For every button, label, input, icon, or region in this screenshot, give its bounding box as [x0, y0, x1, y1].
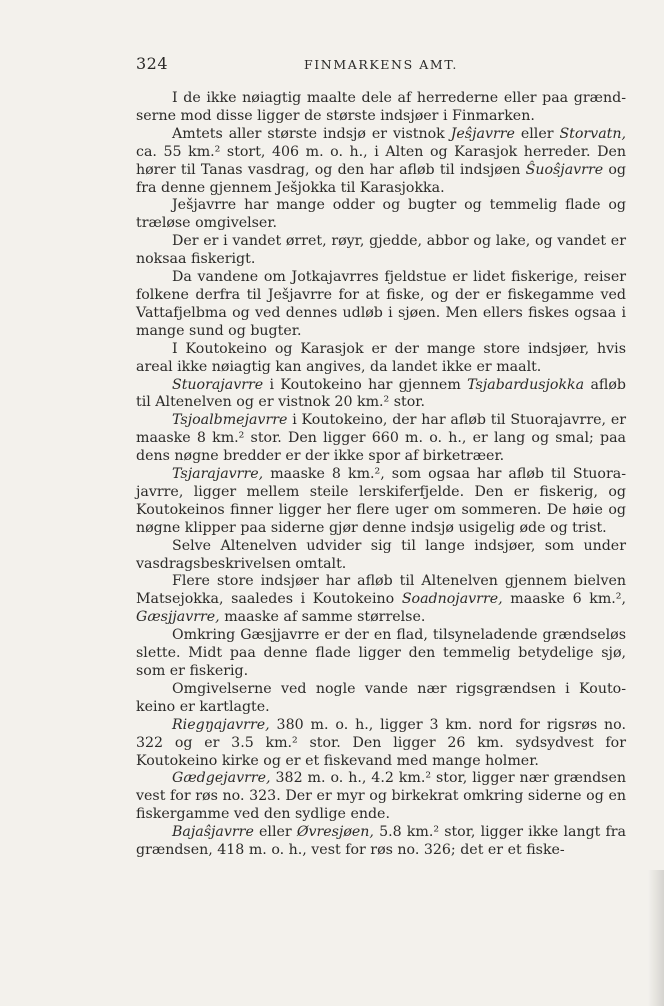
paragraph — [136, 627, 626, 681]
italic-term: Gædgejavrre, — [172, 770, 271, 787]
paragraph — [136, 717, 626, 771]
text-run: I de ikke nøiagtig maalte dele af herrederne eller paa grændserne mod disse ligger de største indsjøer i Finmarken. — [136, 90, 626, 124]
paragraph — [136, 770, 626, 824]
paragraph — [136, 824, 626, 860]
italic-term: Storvatn, — [559, 125, 627, 142]
italic-term: Tsjabardusjokka — [467, 376, 585, 393]
italic-term: Ŝuoŝjavrre — [525, 161, 604, 178]
paragraph — [136, 126, 626, 198]
text-run: Omgivelserne ved nogle vande nær rigsgrændsen i Koutokeino er kartlagte. — [136, 680, 626, 715]
text-run: Selve Altenelven udvider sig til lange indsjøer, som under vasdragsbeskrivelsen omtalt. — [136, 537, 626, 572]
italic-term: Tsjoalbmejavrre — [172, 412, 288, 429]
text-run: 5.8 km.² stor, ligger ikke langt fra grændsen, 418 m. o. h., vest for røs no. 326; det er et fiske- — [136, 824, 627, 859]
italic-term: Stuorajavrre — [172, 376, 264, 393]
italic-term: Tsjarajavrre, — [172, 466, 264, 483]
text-run: Da vandene om Jotkajavrres fjeldstue er lidet fiskerige, reiser folkene derfra til Ješjavrre for at fiske, og der er fiskegamme ved Vattafjelbma og ved dennes udløb i sjøen. Men ellers fiskes ogsaa i mange sund og bugter. — [136, 269, 626, 339]
text-run: Amtets aller største indsjø er vistnok — [172, 125, 451, 142]
text-run: Der er i vandet ørret, røyr, gjedde, abbor og lake, og vandet er noksaa fiskerigt. — [136, 233, 626, 268]
text-run: og fra denne gjennem Ješjokka til Karasjokka. — [136, 161, 627, 196]
text-run: Omkring Gæsjjavrre er der en flad, tilsyneladende grændseløs slette. Midt paa denne flade ligger den temmelig betydelige sjø, som er fiskerig. — [136, 627, 626, 679]
text-run: Flere store indsjøer har afløb til Altenelven gjennem bielven Matsejokka, saaledes i Koutokeino — [136, 573, 626, 608]
page-header — [136, 54, 626, 76]
paragraph — [136, 90, 626, 126]
paragraph — [136, 197, 626, 233]
italic-term: Jeŝjavrre — [450, 125, 515, 142]
text-run: maaske 6 km.², — [502, 591, 626, 608]
text-run: afløb til Altenelven og er vistnok 20 km.² stor. — [136, 376, 626, 411]
italic-term: Gæsjjavrre, — [136, 609, 220, 626]
paragraph — [136, 573, 626, 627]
paragraph — [136, 466, 626, 538]
text-run: 382 m. o. h., 4.2 km.² stor, ligger nær grændsen vest for røs no. 323. Der er myr og birkekrat omkring siderne og en fiskergamme ved den sydlige ende. — [136, 770, 626, 823]
paragraph — [136, 681, 626, 717]
text-run: Ješjavrre har mange odder og bugter og temmelig flade og træløse omgivelser. — [136, 197, 626, 232]
paragraph — [136, 233, 626, 269]
body-text — [136, 90, 626, 860]
text-run: maaske af samme størrelse. — [219, 609, 426, 626]
text-run: i Koutokeino har gjennem — [263, 376, 468, 393]
paragraph — [136, 269, 626, 341]
text-run: maaske 8 km.², som ogsaa har afløb til Stuorajavrre, ligger mellem steile lerskiferfjelde. Den er fiskerig, og Koutokeinos finner ligger her flere uger om sommeren. De høie og nøgne klipper paa siderne gjør denne indsjø usigelig øde og trist. — [136, 466, 626, 536]
scan-edge-shadow — [648, 870, 664, 1006]
paragraph — [136, 377, 626, 413]
paragraph — [136, 341, 626, 377]
italic-term: Bajaŝjavrre — [172, 824, 254, 841]
italic-term: Soadnojavrre, — [401, 591, 503, 608]
text-run: eller — [253, 824, 297, 841]
text-run: 380 m. o. h., ligger 3 km. nord for rigsrøs no. 322 og er 3.5 km.² stor. Den ligger 26 km. sydsydvest for Koutokeino kirke og er et fiskevand med mange holmer. — [136, 716, 626, 769]
paragraph — [136, 412, 626, 466]
text-run: i Koutokeino, der har afløb til Stuorajavrre, er maaske 8 km.² stor. Den ligger 660 m. o. h., er lang og smal; paa dens nøgne bredder er der ikke spor af birketræer. — [136, 412, 626, 465]
running-title: FINMARKENS AMT. — [303, 57, 459, 72]
text-run: eller — [514, 125, 560, 142]
text-run: ca. 55 km.² stort, 406 m. o. h., i Alten og Karasjok herreder. Den hører til Tanas vasdrag, og den har afløb til indsjøen — [136, 143, 626, 178]
text-run: I Koutokeino og Karasjok er der mange store indsjøer, hvis areal ikke nøiagtig kan angives, da landet ikke er maalt. — [136, 340, 626, 375]
page-number: 324 — [136, 54, 169, 73]
italic-term: Øvresjøen, — [296, 824, 374, 841]
paragraph — [136, 538, 626, 574]
italic-term: Riegŋajavrre, — [172, 716, 270, 733]
